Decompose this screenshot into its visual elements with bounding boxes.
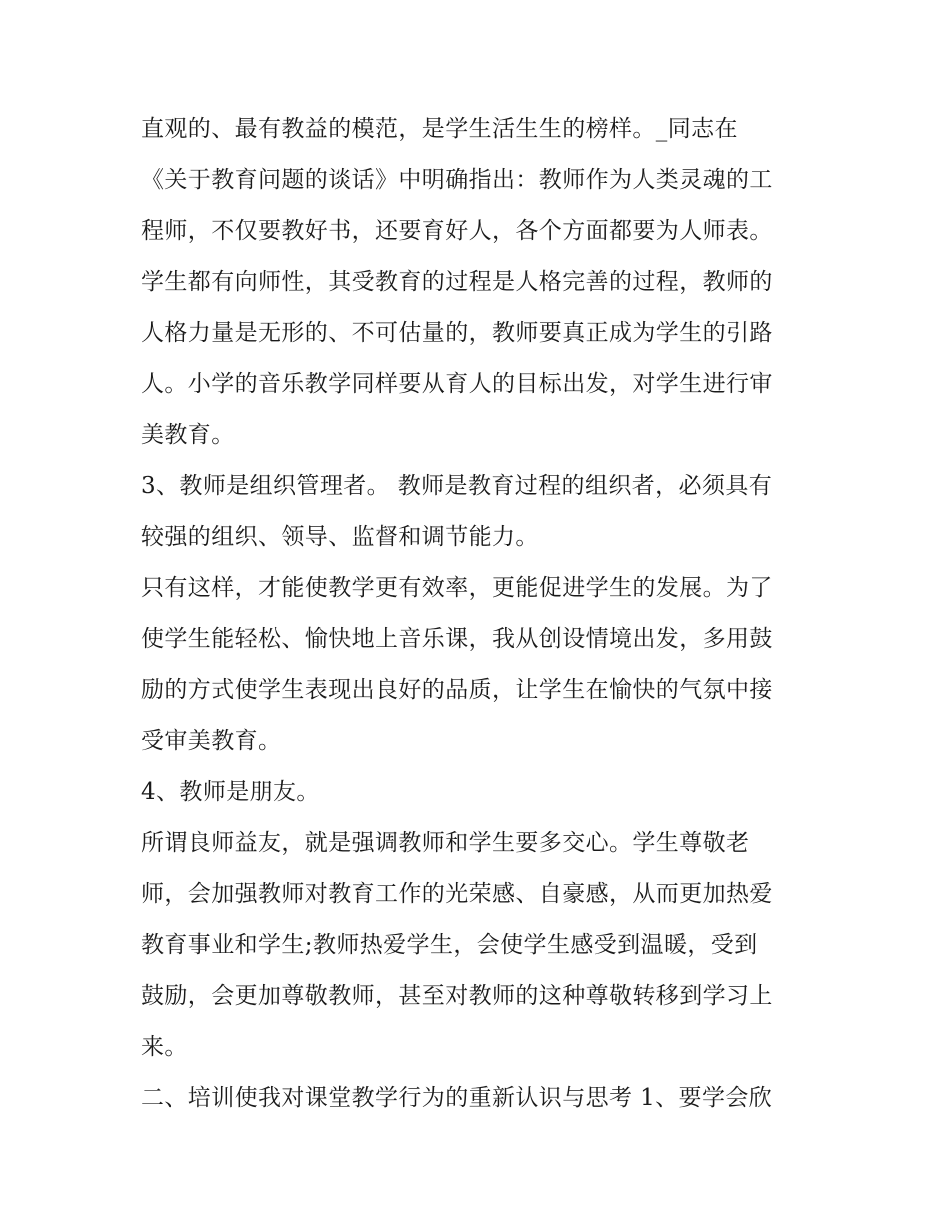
text-line: 励的方式使学生表现出良好的品质，让学生在愉快的气氛中接 bbox=[141, 677, 773, 703]
section-heading-2: 二、培训使我对课堂教学行为的重新认识与思考 1、要学会欣 bbox=[141, 1085, 773, 1111]
section-heading-3: 3、教师是组织管理者。 教师是教育过程的组织者，必须具有 bbox=[141, 473, 773, 499]
section-heading-4: 4、教师是朋友。 bbox=[141, 779, 320, 805]
text-line: 使学生能轻松、愉快地上音乐课，我从创设情境出发，多用鼓 bbox=[141, 626, 773, 652]
text-line: 所谓良师益友，就是强调教师和学生要多交心。学生尊敬老 bbox=[141, 830, 750, 856]
text-line: 只有这样，才能使教学更有效率，更能促进学生的发展。为了 bbox=[141, 575, 773, 601]
text-line: 程师，不仅要教好书，还要育好人，各个方面都要为人师表。 bbox=[141, 218, 773, 244]
text-line: 鼓励，会更加尊敬教师，甚至对教师的这种尊敬转移到学习上 bbox=[141, 983, 773, 1009]
text-line: 教育事业和学生;教师热爱学生，会使学生感受到温暖，受到 bbox=[141, 932, 758, 958]
text-line: 受审美教育。 bbox=[141, 728, 282, 754]
text-line: 《关于教育问题的谈话》中明确指出：教师作为人类灵魂的工 bbox=[141, 167, 773, 193]
text-line: 直观的、最有教益的模范，是学生活生生的榜样。_同志在 bbox=[141, 116, 738, 142]
document-body bbox=[141, 104, 821, 1124]
text-line: 人格力量是无形的、不可估量的，教师要真正成为学生的引路 bbox=[141, 320, 773, 346]
text-line: 学生都有向师性，其受教育的过程是人格完善的过程，教师的 bbox=[141, 269, 773, 295]
text-line: 来。 bbox=[141, 1034, 188, 1060]
text-line: 较强的组织、领导、监督和调节能力。 bbox=[141, 524, 539, 550]
text-line: 师，会加强教师对教育工作的光荣感、自豪感，从而更加热爱 bbox=[141, 881, 773, 907]
text-line: 人。小学的音乐教学同样要从育人的目标出发，对学生进行审 bbox=[141, 371, 773, 397]
text-line: 美教育。 bbox=[141, 422, 235, 448]
